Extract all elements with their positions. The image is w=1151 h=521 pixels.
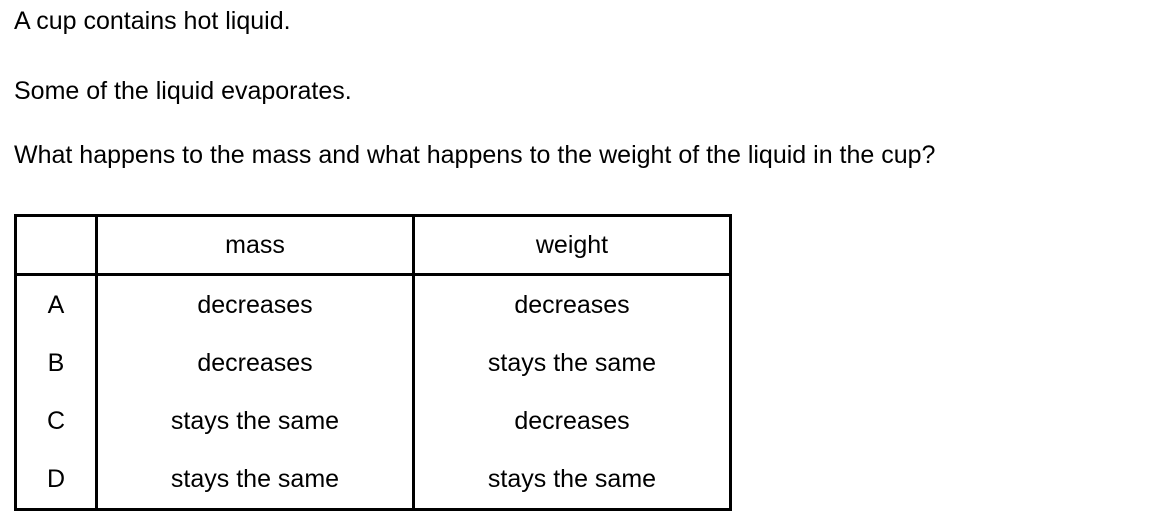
option-mass: decreases (97, 334, 414, 392)
question-line-3: What happens to the mass and what happens to the weight of the liquid in the cup? (14, 141, 936, 169)
table-row[interactable] (16, 450, 731, 510)
table-row[interactable] (16, 392, 731, 450)
option-weight: decreases (414, 392, 731, 450)
option-letter: A (16, 275, 97, 335)
header-weight: weight (414, 216, 731, 275)
option-weight: decreases (414, 275, 731, 335)
header-mass: mass (97, 216, 414, 275)
table-header (16, 216, 731, 275)
table-row[interactable] (16, 334, 731, 392)
option-weight: stays the same (414, 450, 731, 510)
option-weight: stays the same (414, 334, 731, 392)
option-mass: stays the same (97, 392, 414, 450)
table-row[interactable] (16, 275, 731, 335)
table-body (16, 275, 731, 510)
option-letter: D (16, 450, 97, 510)
option-letter: C (16, 392, 97, 450)
option-mass: decreases (97, 275, 414, 335)
question-line-1: A cup contains hot liquid. (14, 7, 291, 35)
header-blank (16, 216, 97, 275)
option-mass: stays the same (97, 450, 414, 510)
option-letter: B (16, 334, 97, 392)
question-line-2: Some of the liquid evaporates. (14, 77, 352, 105)
table-header-row (16, 216, 731, 275)
answer-options-table (14, 214, 732, 511)
